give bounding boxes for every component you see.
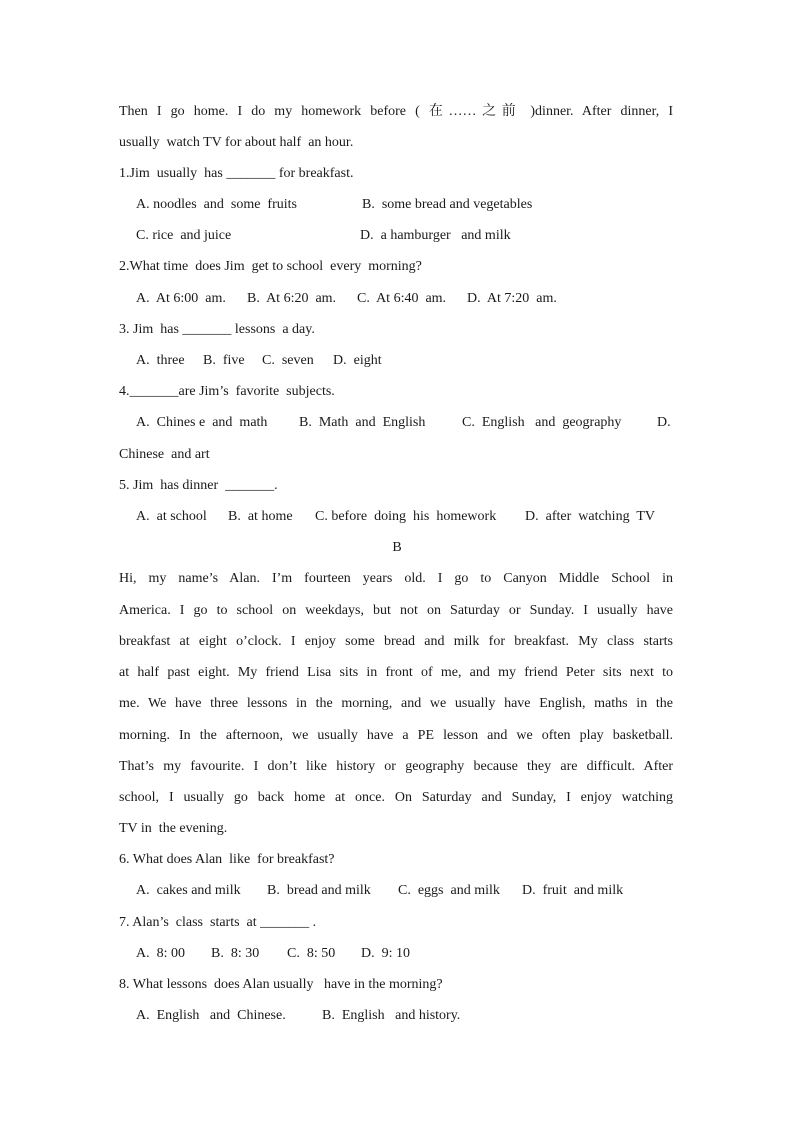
- question-3-stem: 3. Jim has _______ lessons a day.: [119, 322, 315, 337]
- q6-option-c: C. eggs and milk: [398, 883, 500, 898]
- passage-b-line: TV in the evening.: [119, 821, 228, 836]
- q3-option-a: A. three: [136, 353, 185, 368]
- q3-option-b: B. five: [203, 353, 245, 368]
- passage-b-line: me. We have three lessons in the morning, and we usually have English, maths in the: [119, 696, 673, 711]
- q4-option-c: C. English and geography: [462, 415, 622, 430]
- q2-option-d: D. At 7:20 am.: [467, 291, 557, 306]
- question-4-stem: 4._______are Jim’s favorite subjects.: [119, 384, 335, 399]
- question-1-stem: 1.Jim usually has _______ for breakfast.: [119, 166, 354, 181]
- passage-b-line: at half past eight. My friend Lisa sits in front of me, and my friend Peter sits next to: [119, 665, 673, 680]
- question-2-stem: 2.What time does Jim get to school every morning?: [119, 259, 422, 274]
- passage-b-line: school, I usually go back home at once. On Saturday and Sunday, I enjoy watching: [119, 790, 673, 805]
- passage-b-line: morning. In the afternoon, we usually have a PE lesson and we often play basketball.: [119, 728, 673, 743]
- passage-a-line-1: Then I go home. I do my homework before ( 在……之前 )dinner. After dinner, I: [119, 104, 673, 119]
- question-8-stem: 8. What lessons does Alan usually have in the morning?: [119, 977, 443, 992]
- q5-option-d: D. after watching TV: [525, 509, 655, 524]
- q6-option-a: A. cakes and milk: [136, 883, 241, 898]
- q7-option-c: C. 8: 50: [287, 946, 336, 961]
- q2-option-a: A. At 6:00 am.: [136, 291, 226, 306]
- q1-option-d: D. a hamburger and milk: [360, 228, 511, 243]
- question-5-stem: 5. Jim has dinner _______.: [119, 478, 278, 493]
- q7-option-b: B. 8: 30: [211, 946, 260, 961]
- q2-option-c: C. At 6:40 am.: [357, 291, 447, 306]
- q4-option-d: D.: [657, 415, 671, 430]
- q4-option-a: A. Chines e and math: [136, 415, 268, 430]
- q1-option-b: B. some bread and vegetables: [362, 197, 533, 212]
- q1-option-a: A. noodles and some fruits: [136, 197, 297, 212]
- q8-option-a: A. English and Chinese.: [136, 1008, 286, 1023]
- passage-b-line: breakfast at eight o’clock. I enjoy some bread and milk for breakfast. My class starts: [119, 634, 673, 649]
- section-b-heading: B: [392, 540, 402, 555]
- passage-b-line: America. I go to school on weekdays, but not on Saturday or Sunday. I usually have: [119, 603, 673, 618]
- q3-option-c: C. seven: [262, 353, 314, 368]
- q7-option-a: A. 8: 00: [136, 946, 185, 961]
- passage-a-line-2: usually watch TV for about half an hour.: [119, 135, 354, 150]
- passage-b-line: Hi, my name’s Alan. I’m fourteen years old. I go to Canyon Middle School in: [119, 571, 673, 586]
- q4-option-b: B. Math and English: [299, 415, 426, 430]
- q5-option-a: A. at school: [136, 509, 207, 524]
- q1-option-c: C. rice and juice: [136, 228, 232, 243]
- q6-option-d: D. fruit and milk: [522, 883, 624, 898]
- question-6-stem: 6. What does Alan like for breakfast?: [119, 852, 335, 867]
- passage-b-line: That’s my favourite. I don’t like history or geography because they are difficult. After: [119, 759, 673, 774]
- q4-option-d-wrap: Chinese and art: [119, 447, 210, 462]
- q5-option-b: B. at home: [228, 509, 293, 524]
- q6-option-b: B. bread and milk: [267, 883, 371, 898]
- q3-option-d: D. eight: [333, 353, 382, 368]
- q7-option-d: D. 9: 10: [361, 946, 410, 961]
- q5-option-c: C. before doing his homework: [315, 509, 497, 524]
- q8-option-b: B. English and history.: [322, 1008, 461, 1023]
- question-7-stem: 7. Alan’s class starts at _______ .: [119, 915, 317, 930]
- q2-option-b: B. At 6:20 am.: [247, 291, 337, 306]
